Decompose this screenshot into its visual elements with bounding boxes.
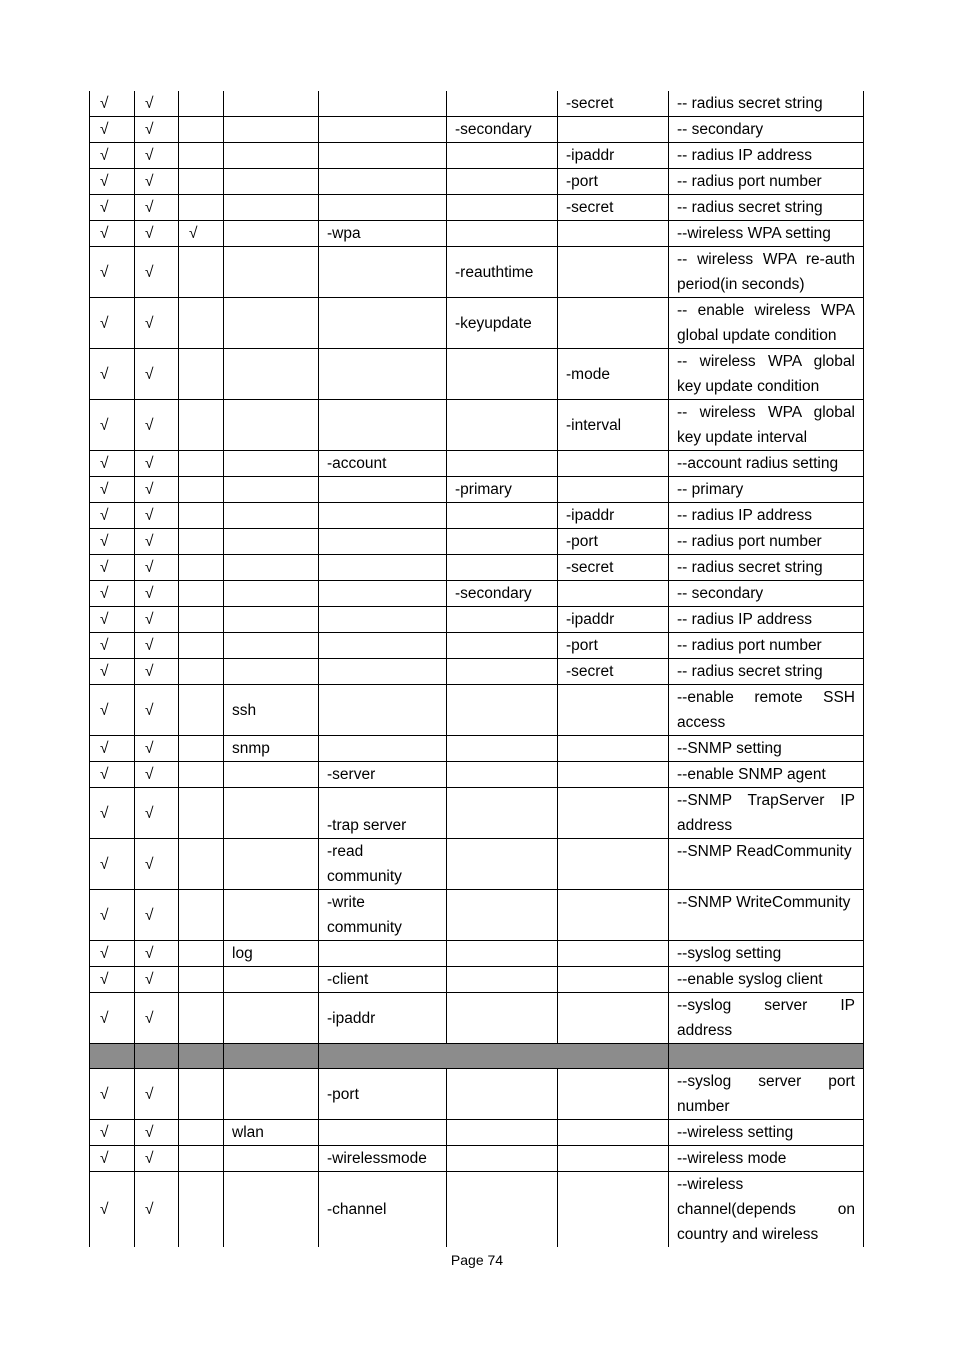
command-cell bbox=[447, 659, 558, 685]
command-cell: -trap server bbox=[319, 788, 447, 839]
check-cell bbox=[179, 400, 224, 451]
check-cell bbox=[179, 633, 224, 659]
description-cell: --wireless WPA setting bbox=[669, 221, 864, 247]
description-cell: --account radius setting bbox=[669, 451, 864, 477]
table-row bbox=[90, 941, 864, 967]
table-row bbox=[90, 839, 864, 890]
check-cell bbox=[179, 555, 224, 581]
command-cell: -secret bbox=[558, 555, 669, 581]
check-cell: √ bbox=[135, 451, 179, 477]
command-cell bbox=[224, 91, 319, 117]
table-row bbox=[90, 221, 864, 247]
check-cell bbox=[179, 169, 224, 195]
command-cell bbox=[558, 221, 669, 247]
check-cell: √ bbox=[90, 839, 135, 890]
command-cell: -primary bbox=[447, 477, 558, 503]
command-cell bbox=[319, 736, 447, 762]
check-cell bbox=[179, 477, 224, 503]
check-cell: √ bbox=[135, 400, 179, 451]
check-cell: √ bbox=[135, 91, 179, 117]
check-cell: √ bbox=[135, 195, 179, 221]
separator-cell bbox=[319, 1044, 669, 1069]
command-cell: -ipaddr bbox=[558, 143, 669, 169]
command-cell bbox=[319, 117, 447, 143]
command-cell bbox=[558, 788, 669, 839]
command-cell bbox=[558, 298, 669, 349]
description-cell: --SNMP setting bbox=[669, 736, 864, 762]
description-cell: --SNMP TrapServer IP address bbox=[669, 788, 864, 839]
command-cell bbox=[224, 967, 319, 993]
check-cell: √ bbox=[90, 298, 135, 349]
command-cell bbox=[224, 607, 319, 633]
description-cell: --wireless setting bbox=[669, 1120, 864, 1146]
command-cell bbox=[224, 839, 319, 890]
check-cell bbox=[179, 736, 224, 762]
command-cell: -ipaddr bbox=[558, 607, 669, 633]
description-cell: -- radius IP address bbox=[669, 503, 864, 529]
check-cell: √ bbox=[135, 659, 179, 685]
table-row bbox=[90, 736, 864, 762]
description-cell: -- secondary bbox=[669, 117, 864, 143]
check-cell: √ bbox=[90, 247, 135, 298]
command-cell bbox=[447, 221, 558, 247]
command-cell bbox=[558, 1146, 669, 1172]
check-cell: √ bbox=[135, 477, 179, 503]
description-cell: -- radius port number bbox=[669, 633, 864, 659]
check-cell bbox=[179, 1120, 224, 1146]
command-cell bbox=[224, 221, 319, 247]
command-cell bbox=[558, 581, 669, 607]
command-cell: -wpa bbox=[319, 221, 447, 247]
description-cell: -- radius port number bbox=[669, 529, 864, 555]
check-cell: √ bbox=[135, 221, 179, 247]
check-cell: √ bbox=[135, 581, 179, 607]
command-cell bbox=[224, 581, 319, 607]
description-cell: -- radius secret string bbox=[669, 659, 864, 685]
command-cell: wlan bbox=[224, 1120, 319, 1146]
check-cell: √ bbox=[90, 451, 135, 477]
command-cell bbox=[558, 477, 669, 503]
table-row bbox=[90, 967, 864, 993]
check-cell bbox=[179, 529, 224, 555]
check-cell: √ bbox=[90, 477, 135, 503]
command-cell bbox=[224, 890, 319, 941]
table-row bbox=[90, 143, 864, 169]
check-cell bbox=[179, 762, 224, 788]
command-cell: -read community bbox=[319, 839, 447, 890]
description-cell: --enable remote SSH access bbox=[669, 685, 864, 736]
check-cell: √ bbox=[135, 633, 179, 659]
check-cell: √ bbox=[90, 555, 135, 581]
check-cell: √ bbox=[135, 941, 179, 967]
command-cell bbox=[224, 117, 319, 143]
command-cell bbox=[447, 400, 558, 451]
check-cell bbox=[179, 1146, 224, 1172]
command-cell bbox=[224, 400, 319, 451]
command-cell: -secret bbox=[558, 659, 669, 685]
command-cell bbox=[558, 762, 669, 788]
command-cell bbox=[224, 195, 319, 221]
description-cell: --syslog setting bbox=[669, 941, 864, 967]
command-cell bbox=[558, 967, 669, 993]
command-cell: -ipaddr bbox=[319, 993, 447, 1044]
command-cell bbox=[224, 555, 319, 581]
check-cell: √ bbox=[135, 247, 179, 298]
description-cell: --wireless channel(depends on country and wireless bbox=[669, 1172, 864, 1248]
command-cell bbox=[447, 607, 558, 633]
table-row bbox=[90, 91, 864, 117]
command-cell bbox=[319, 607, 447, 633]
table-row bbox=[90, 298, 864, 349]
table-row bbox=[90, 117, 864, 143]
check-cell: √ bbox=[90, 400, 135, 451]
check-cell: √ bbox=[135, 298, 179, 349]
command-cell bbox=[447, 503, 558, 529]
check-cell: √ bbox=[90, 659, 135, 685]
command-cell bbox=[447, 529, 558, 555]
check-cell bbox=[179, 993, 224, 1044]
command-cell: -account bbox=[319, 451, 447, 477]
command-cell: -port bbox=[558, 169, 669, 195]
command-cell bbox=[558, 117, 669, 143]
separator-cell bbox=[179, 1044, 224, 1069]
separator-cell bbox=[135, 1044, 179, 1069]
command-cell bbox=[558, 247, 669, 298]
check-cell bbox=[179, 349, 224, 400]
command-cell: -mode bbox=[558, 349, 669, 400]
command-cell: ssh bbox=[224, 685, 319, 736]
command-cell bbox=[558, 736, 669, 762]
table-row bbox=[90, 890, 864, 941]
command-cell: -channel bbox=[319, 1172, 447, 1248]
command-cell bbox=[319, 685, 447, 736]
description-cell: -- enable wireless WPA global update condition bbox=[669, 298, 864, 349]
command-cell bbox=[224, 1172, 319, 1248]
check-cell: √ bbox=[90, 1146, 135, 1172]
check-cell bbox=[179, 247, 224, 298]
command-cell bbox=[319, 659, 447, 685]
check-cell: √ bbox=[90, 736, 135, 762]
check-cell: √ bbox=[135, 967, 179, 993]
table-row bbox=[90, 451, 864, 477]
command-cell bbox=[319, 941, 447, 967]
description-cell: -- radius secret string bbox=[669, 91, 864, 117]
description-cell: --enable syslog client bbox=[669, 967, 864, 993]
command-cell bbox=[319, 503, 447, 529]
check-cell: √ bbox=[90, 788, 135, 839]
table-row bbox=[90, 400, 864, 451]
table-separator-row bbox=[90, 1044, 864, 1069]
check-cell: √ bbox=[179, 221, 224, 247]
separator-cell bbox=[669, 1044, 864, 1069]
command-cell bbox=[447, 736, 558, 762]
command-cell bbox=[224, 762, 319, 788]
check-cell: √ bbox=[135, 839, 179, 890]
command-cell bbox=[319, 477, 447, 503]
check-cell bbox=[179, 685, 224, 736]
command-cell bbox=[447, 633, 558, 659]
command-cell bbox=[447, 1172, 558, 1248]
command-cell: -port bbox=[319, 1069, 447, 1120]
command-cell: -client bbox=[319, 967, 447, 993]
check-cell bbox=[179, 788, 224, 839]
command-cell bbox=[224, 1069, 319, 1120]
command-table bbox=[89, 91, 864, 1247]
description-cell: --SNMP ReadCommunity bbox=[669, 839, 864, 890]
command-cell: snmp bbox=[224, 736, 319, 762]
command-cell bbox=[447, 890, 558, 941]
check-cell: √ bbox=[90, 169, 135, 195]
check-cell: √ bbox=[90, 503, 135, 529]
command-cell bbox=[319, 400, 447, 451]
check-cell: √ bbox=[90, 607, 135, 633]
command-cell bbox=[224, 451, 319, 477]
command-cell bbox=[224, 659, 319, 685]
command-cell bbox=[447, 1069, 558, 1120]
check-cell: √ bbox=[135, 503, 179, 529]
command-cell bbox=[224, 529, 319, 555]
description-cell: --syslog server port number bbox=[669, 1069, 864, 1120]
table-row bbox=[90, 581, 864, 607]
command-cell: -interval bbox=[558, 400, 669, 451]
command-cell bbox=[224, 633, 319, 659]
check-cell: √ bbox=[135, 1120, 179, 1146]
table-row bbox=[90, 607, 864, 633]
check-cell: √ bbox=[90, 967, 135, 993]
command-cell bbox=[447, 788, 558, 839]
command-cell bbox=[319, 349, 447, 400]
command-cell bbox=[447, 839, 558, 890]
check-cell: √ bbox=[90, 685, 135, 736]
command-cell: -server bbox=[319, 762, 447, 788]
command-cell bbox=[319, 195, 447, 221]
command-cell: -keyupdate bbox=[447, 298, 558, 349]
command-cell bbox=[447, 762, 558, 788]
table-row bbox=[90, 685, 864, 736]
command-cell bbox=[319, 581, 447, 607]
description-cell: -- wireless WPA global key update interval bbox=[669, 400, 864, 451]
check-cell: √ bbox=[90, 349, 135, 400]
command-cell bbox=[447, 349, 558, 400]
command-cell bbox=[447, 451, 558, 477]
check-cell: √ bbox=[90, 91, 135, 117]
description-cell: -- primary bbox=[669, 477, 864, 503]
check-cell: √ bbox=[90, 117, 135, 143]
check-cell bbox=[179, 581, 224, 607]
check-cell bbox=[179, 1069, 224, 1120]
command-cell bbox=[224, 349, 319, 400]
check-cell bbox=[179, 1172, 224, 1248]
description-cell: -- wireless WPA global key update condition bbox=[669, 349, 864, 400]
command-cell: -port bbox=[558, 529, 669, 555]
check-cell: √ bbox=[90, 1069, 135, 1120]
description-cell: --wireless mode bbox=[669, 1146, 864, 1172]
command-cell bbox=[447, 685, 558, 736]
table-row bbox=[90, 349, 864, 400]
command-cell bbox=[558, 1069, 669, 1120]
table-row bbox=[90, 529, 864, 555]
command-cell: log bbox=[224, 941, 319, 967]
command-cell bbox=[558, 993, 669, 1044]
separator-cell bbox=[90, 1044, 135, 1069]
check-cell: √ bbox=[90, 993, 135, 1044]
command-cell: -write community bbox=[319, 890, 447, 941]
table-row bbox=[90, 477, 864, 503]
command-cell bbox=[319, 529, 447, 555]
table-row bbox=[90, 762, 864, 788]
check-cell bbox=[179, 839, 224, 890]
command-cell bbox=[319, 91, 447, 117]
description-cell: -- radius secret string bbox=[669, 195, 864, 221]
command-cell bbox=[224, 143, 319, 169]
table-row bbox=[90, 1146, 864, 1172]
description-cell: --syslog server IP address bbox=[669, 993, 864, 1044]
check-cell bbox=[179, 195, 224, 221]
check-cell bbox=[179, 503, 224, 529]
check-cell bbox=[179, 91, 224, 117]
table-row bbox=[90, 659, 864, 685]
check-cell: √ bbox=[135, 685, 179, 736]
command-cell bbox=[447, 91, 558, 117]
page-number: Page 74 bbox=[450, 1252, 504, 1268]
check-cell: √ bbox=[135, 555, 179, 581]
check-cell: √ bbox=[90, 1120, 135, 1146]
command-cell bbox=[224, 1146, 319, 1172]
command-cell bbox=[558, 1120, 669, 1146]
check-cell: √ bbox=[135, 349, 179, 400]
description-cell: --SNMP WriteCommunity bbox=[669, 890, 864, 941]
check-cell: √ bbox=[90, 762, 135, 788]
command-cell: -secret bbox=[558, 195, 669, 221]
command-cell bbox=[319, 143, 447, 169]
check-cell bbox=[179, 890, 224, 941]
check-cell: √ bbox=[90, 581, 135, 607]
check-cell bbox=[179, 298, 224, 349]
command-cell bbox=[224, 247, 319, 298]
table-row bbox=[90, 555, 864, 581]
command-cell bbox=[558, 1172, 669, 1248]
command-cell bbox=[447, 555, 558, 581]
table-row bbox=[90, 247, 864, 298]
command-cell bbox=[558, 890, 669, 941]
check-cell: √ bbox=[135, 117, 179, 143]
check-cell bbox=[179, 941, 224, 967]
description-cell: -- radius secret string bbox=[669, 555, 864, 581]
check-cell: √ bbox=[90, 195, 135, 221]
command-cell bbox=[558, 839, 669, 890]
command-cell bbox=[447, 967, 558, 993]
command-cell: -wirelessmode bbox=[319, 1146, 447, 1172]
check-cell: √ bbox=[135, 1146, 179, 1172]
check-cell bbox=[179, 967, 224, 993]
command-cell bbox=[447, 1146, 558, 1172]
command-cell bbox=[224, 298, 319, 349]
command-cell bbox=[558, 941, 669, 967]
table-row bbox=[90, 169, 864, 195]
table-row bbox=[90, 633, 864, 659]
command-cell bbox=[447, 1120, 558, 1146]
command-cell bbox=[447, 195, 558, 221]
check-cell: √ bbox=[135, 762, 179, 788]
table-row bbox=[90, 195, 864, 221]
description-cell: -- secondary bbox=[669, 581, 864, 607]
command-cell bbox=[558, 451, 669, 477]
separator-cell bbox=[224, 1044, 319, 1069]
table-row bbox=[90, 1120, 864, 1146]
table-row bbox=[90, 503, 864, 529]
table-row bbox=[90, 993, 864, 1044]
check-cell: √ bbox=[90, 941, 135, 967]
check-cell: √ bbox=[135, 169, 179, 195]
command-cell: -port bbox=[558, 633, 669, 659]
command-cell bbox=[224, 503, 319, 529]
check-cell: √ bbox=[135, 736, 179, 762]
description-cell: -- radius IP address bbox=[669, 143, 864, 169]
command-cell: -ipaddr bbox=[558, 503, 669, 529]
command-cell: -secret bbox=[558, 91, 669, 117]
check-cell bbox=[179, 451, 224, 477]
command-cell bbox=[447, 143, 558, 169]
check-cell: √ bbox=[90, 221, 135, 247]
command-cell bbox=[224, 169, 319, 195]
table-body bbox=[90, 91, 864, 1247]
command-cell bbox=[319, 555, 447, 581]
check-cell bbox=[179, 659, 224, 685]
check-cell bbox=[179, 143, 224, 169]
check-cell: √ bbox=[135, 890, 179, 941]
description-cell: -- radius IP address bbox=[669, 607, 864, 633]
check-cell: √ bbox=[90, 633, 135, 659]
description-cell: --enable SNMP agent bbox=[669, 762, 864, 788]
command-cell bbox=[224, 477, 319, 503]
command-cell bbox=[319, 633, 447, 659]
check-cell: √ bbox=[135, 1069, 179, 1120]
command-cell bbox=[558, 685, 669, 736]
check-cell bbox=[179, 607, 224, 633]
command-cell: -reauthtime bbox=[447, 247, 558, 298]
check-cell: √ bbox=[135, 607, 179, 633]
command-cell bbox=[319, 1120, 447, 1146]
check-cell: √ bbox=[135, 1172, 179, 1248]
check-cell: √ bbox=[90, 529, 135, 555]
command-cell bbox=[447, 941, 558, 967]
command-cell bbox=[319, 169, 447, 195]
check-cell bbox=[179, 117, 224, 143]
command-cell bbox=[224, 993, 319, 1044]
table-row bbox=[90, 1172, 864, 1248]
check-cell: √ bbox=[135, 993, 179, 1044]
check-cell: √ bbox=[135, 529, 179, 555]
table-row bbox=[90, 1069, 864, 1120]
command-cell bbox=[447, 169, 558, 195]
check-cell: √ bbox=[90, 143, 135, 169]
command-cell: -secondary bbox=[447, 581, 558, 607]
description-cell: -- wireless WPA re-auth period(in seconds) bbox=[669, 247, 864, 298]
description-cell: -- radius port number bbox=[669, 169, 864, 195]
check-cell: √ bbox=[90, 1172, 135, 1248]
command-cell: -secondary bbox=[447, 117, 558, 143]
table-row bbox=[90, 788, 864, 839]
command-cell bbox=[447, 993, 558, 1044]
command-cell bbox=[224, 788, 319, 839]
command-cell bbox=[319, 247, 447, 298]
check-cell: √ bbox=[135, 143, 179, 169]
check-cell: √ bbox=[90, 890, 135, 941]
check-cell: √ bbox=[135, 788, 179, 839]
command-cell bbox=[319, 298, 447, 349]
